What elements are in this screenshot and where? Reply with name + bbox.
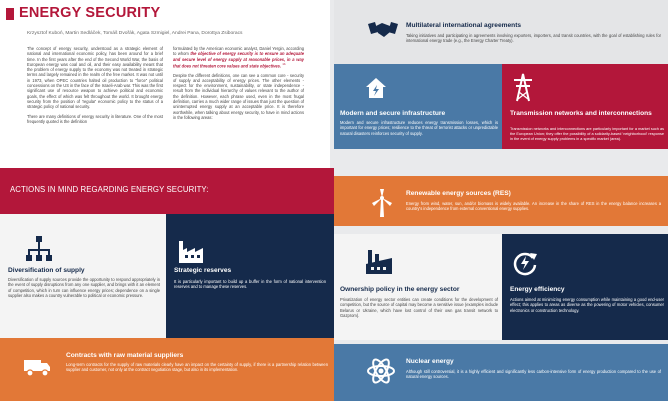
- house-lightning-icon: [364, 76, 388, 100]
- ownership-text: Privatization of energy sector entities can create conditions for the development of competition, but the source of capital may become a sensitive issue (examples include Belarus or Ukraine, which have lost control of their own gas transit network to Gazprom).: [340, 297, 498, 318]
- intro-col2a-text: formulated by the American economic analyst, Daniel Yergin, according to whom: [173, 46, 304, 57]
- ownership-title: Ownership policy in the energy sector: [340, 286, 460, 293]
- nuclear-title: Nuclear energy: [406, 358, 454, 365]
- intro-col1-text: The concept of energy security, understood as a strategic element of national and international economic policy, has been around for a brief time. In the first years after the end of the Second World War, the basis of European energy was coal and oil, and their easy availability meant that the problem of energy supply to the economy was not treated in strategic terms and largely remained in the realm of the free market. It was not until in 1973, when OPEC countries halted oil production to "force" political concessions on the US in the face of the Israeli-Arab war. This was the first significant use of resource weapon to achieve political and economic goals, the effect of which was felt throughout the world. It brought energy security from the position of 'regular' economic policy to the status of a strategic policy of national security.: [27, 46, 163, 110]
- card-modern-infrastructure: [334, 64, 502, 149]
- yergin-quote: the objective of energy security is to ensure an adequate and secure level of energy supply at reasonable prices, in a way that does not threaten core values and state objectives.: [173, 51, 304, 69]
- intro-col2b-text: Despite the different definitions, one can see a common core - security of supply and acceptability of energy prices. The other elements - respect for the environment, sustainability, or state independence - result from the individual hierarchy of values relevant to the author of the definition.: [173, 72, 304, 99]
- handshake-icon: [368, 18, 398, 42]
- transmission-title: Transmission networks and interconnections: [510, 110, 652, 117]
- card-transmission: [502, 64, 668, 149]
- footnote-mark: 1b: [282, 61, 286, 66]
- transmission-tower-icon: [512, 72, 534, 102]
- reserves-title: Strategic reserves: [174, 267, 232, 274]
- power-cycle-icon: [512, 250, 538, 276]
- actions-banner: [0, 168, 334, 214]
- factory-icon: [176, 236, 206, 266]
- atom-icon: [366, 356, 396, 386]
- intro-col1: [27, 46, 163, 164]
- truck-icon: [22, 353, 52, 379]
- card-ownership: [334, 234, 502, 340]
- title-flag: [6, 8, 14, 20]
- actions-heading: ACTIONS IN MIND REGARDING ENERGY SECURITY:: [10, 185, 209, 194]
- transmission-text: Transmission networks and interconnections are particularly important for a market such as the European Union; they offer the possibility of a solidarity-based 'neighborhood' response in the event of energy supply problems in a specific market (area).: [510, 127, 664, 141]
- nuclear-text: Although still controversial, it is a highly efficient and significantly less carbon-intensive form of energy production compared to the use of natural energy sources.: [406, 369, 661, 380]
- multilateral-text: Taking initiatives and participating in agreements involving exporters, importers, and transit countries, with the goal of establishing rules for international energy trade (e.g., the Energy Charter Treaty).: [406, 33, 661, 44]
- diversification-title: Diversification of supply: [8, 267, 85, 274]
- card-res: [334, 176, 668, 226]
- card-reserves: [166, 214, 334, 338]
- contracts-title: Contracts with raw material suppliers: [66, 352, 184, 359]
- intro-col1b-text: There are many definitions of energy security in literature. One of the most frequently quoted is the definition: [27, 113, 163, 124]
- diversification-text: Diversification of supply sources provide the opportunity to respond appropriately in the event of supply disruptions from any one supplier, and brings with it an element of competition, which in turn can influence energy prices; dependence on a single supplier also makes a country vulnerable to political or economic pressure.: [8, 277, 160, 298]
- reserves-text: It is particularly important to build up a buffer in the form of national intervention reserves and to manage these reserves.: [174, 279, 326, 290]
- card-multilateral: [334, 0, 668, 64]
- power-plant-icon: [364, 246, 394, 276]
- res-text: Energy from wind, water, sun, and/or biomass is widely available. An increase in the share of RES in the energy balance increases a country's independence from external conventional energy supplies.: [406, 201, 661, 212]
- intro-col2: [173, 46, 304, 164]
- modern-infrastructure-text: Modern and secure infrastructure reduces energy transmission losses, which is important for energy prices; resilience to the threat of terrorist attacks or unpredictable natural disasters reinforces security of supply.: [340, 120, 498, 136]
- card-nuclear: [334, 344, 668, 401]
- card-diversification: [0, 214, 166, 338]
- intro-col2c-text: However, each phrase used, even in the most frugal definition, carries a much wider range of issues than just the question of uninterrupted energy supply at an acceptable price. It is therefore worthwhile, when talking about energy security, to have in mind actions in the following areas:: [173, 93, 304, 120]
- page-title: ENERGY SECURITY: [19, 5, 161, 21]
- efficiency-text: Actions aimed at minimizing energy consumption while maintaining a good end-user effect; this applies to areas as diverse as the powering of motor vehicles, consumer electronics or construction technology.: [510, 297, 664, 313]
- card-contracts: [0, 338, 334, 401]
- efficiency-title: Energy efficiency: [510, 286, 565, 293]
- res-title: Renewable energy sources (RES): [406, 190, 511, 197]
- contracts-text: Long-term contracts for the supply of raw materials clearly have an impact on the certainty of supply, if there is a partnership relation between supplier and customer, not only at the contract negotiation stage, but also in its implementation.: [66, 362, 328, 373]
- network-nodes-icon: [24, 234, 54, 264]
- authors: Krzysztof Kuboń, Martin Sedláček, Tomáš Dvořák, Agata Szmigiel, Andrei Pana, Dorottya Zsiboracs: [27, 31, 243, 36]
- wind-turbine-icon: [370, 188, 394, 218]
- card-efficiency: [502, 234, 668, 340]
- modern-infrastructure-title: Modern and secure infrastructure: [340, 110, 446, 117]
- multilateral-title: Multilateral international agreements: [406, 22, 522, 29]
- intro-panel: [0, 0, 330, 168]
